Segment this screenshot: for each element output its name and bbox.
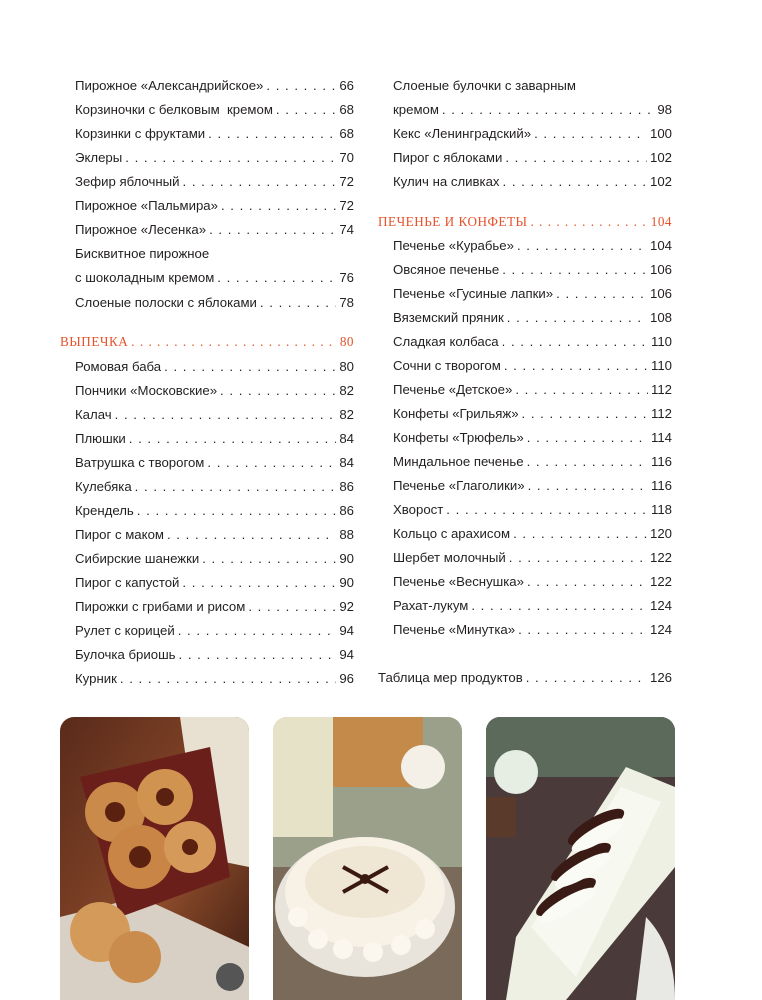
photo-meringue-cake: [273, 717, 462, 1000]
toc-entry[interactable]: Пирожное «Лесенка» . . . 74: [75, 218, 354, 242]
toc-entry-table[interactable]: Таблица мер продуктов . . . 126: [378, 666, 672, 690]
toc-entry[interactable]: Печенье «Минутка» . . . 124: [393, 618, 672, 642]
toc-entry[interactable]: Рахат-лукум . . . 124: [393, 594, 672, 618]
toc-entry[interactable]: Булочка бриошь . . . 94: [75, 643, 354, 667]
toc-entry[interactable]: Хворост . . . 118: [393, 498, 672, 522]
toc-entry[interactable]: Кольцо с арахисом . . . 120: [393, 522, 672, 546]
toc-entry[interactable]: Пирожное «Александрийское» . . . 66: [75, 74, 354, 98]
toc-entry[interactable]: Зефир яблочный . . . 72: [75, 170, 354, 194]
toc-entry[interactable]: Печенье «Веснушка» . . . 122: [393, 570, 672, 594]
toc-entry[interactable]: Вяземский пряник . . . 108: [393, 306, 672, 330]
toc-entry[interactable]: Печенье «Детское» . . . 112: [393, 378, 672, 402]
toc-entry[interactable]: Печенье «Гусиные лапки» . . . 106: [393, 282, 672, 306]
toc-entry[interactable]: Сочни с творогом . . . 110: [393, 354, 672, 378]
toc-entry[interactable]: Сибирские шанежки . . . 90: [75, 547, 354, 571]
toc-entry[interactable]: Крендель . . . 86: [75, 499, 354, 523]
toc-entry[interactable]: Кекс «Ленинградский» . . . 100: [393, 122, 672, 146]
toc-entry[interactable]: Слоеные полоски с яблоками . . . 78: [75, 291, 354, 315]
toc-entry[interactable]: Рулет с корицей . . . 94: [75, 619, 354, 643]
toc-entry[interactable]: Пирог с яблоками . . . 102: [393, 146, 672, 170]
toc-entry[interactable]: Калач . . . 82: [75, 403, 354, 427]
toc-entry[interactable]: Ромовая баба . . . 80: [75, 355, 354, 379]
toc-entry[interactable]: Бисквитное пирожное с шоколадным кремом . . . 76: [75, 242, 354, 290]
toc-entry[interactable]: Шербет молочный . . . 122: [393, 546, 672, 570]
toc-section-heading[interactable]: ВЫПЕЧКА . . . 80: [60, 330, 354, 354]
toc-entry[interactable]: Печенье «Глаголики» . . . 116: [393, 474, 672, 498]
toc-entry[interactable]: Сладкая колбаса . . . 110: [393, 330, 672, 354]
toc-entry[interactable]: Эклеры . . . 70: [75, 146, 354, 170]
toc-entry[interactable]: Печенье «Курабье» . . . 104: [393, 234, 672, 258]
toc-entry[interactable]: Корзинки с фруктами . . . 68: [75, 122, 354, 146]
toc-entry[interactable]: Корзиночки с белковым кремом . . . 68: [75, 98, 354, 122]
photo-nut-cookies: [60, 717, 249, 1000]
toc-section-heading[interactable]: ПЕЧЕНЬЕ И КОНФЕТЫ . . . 104: [378, 210, 672, 234]
toc-entry[interactable]: Курник . . . 96: [75, 667, 354, 691]
toc-entry[interactable]: Конфеты «Трюфель» . . . 114: [393, 426, 672, 450]
toc-entry[interactable]: Кулич на сливках . . . 102: [393, 170, 672, 194]
toc-entry[interactable]: Пирог с маком . . . 88: [75, 523, 354, 547]
toc-entry[interactable]: Ватрушка с творогом . . . 84: [75, 451, 354, 475]
toc-entry[interactable]: Пирожки с грибами и рисом . . . 92: [75, 595, 354, 619]
toc-entry[interactable]: Овсяное печенье . . . 106: [393, 258, 672, 282]
toc-entry[interactable]: Пирожное «Пальмира» . . . 72: [75, 194, 354, 218]
photo-meringue-shells: [486, 717, 675, 1000]
toc-entry[interactable]: Плюшки . . . 84: [75, 427, 354, 451]
toc-entry[interactable]: Пирог с капустой . . . 90: [75, 571, 354, 595]
toc-entry[interactable]: Кулебяка . . . 86: [75, 475, 354, 499]
toc-entry[interactable]: Слоеные булочки с заварным кремом . . . 98: [393, 74, 672, 122]
toc-entry[interactable]: Миндальное печенье . . . 116: [393, 450, 672, 474]
toc-entry[interactable]: Пончики «Московские» . . . 82: [75, 379, 354, 403]
toc-entry[interactable]: Конфеты «Грильяж» . . . 112: [393, 402, 672, 426]
